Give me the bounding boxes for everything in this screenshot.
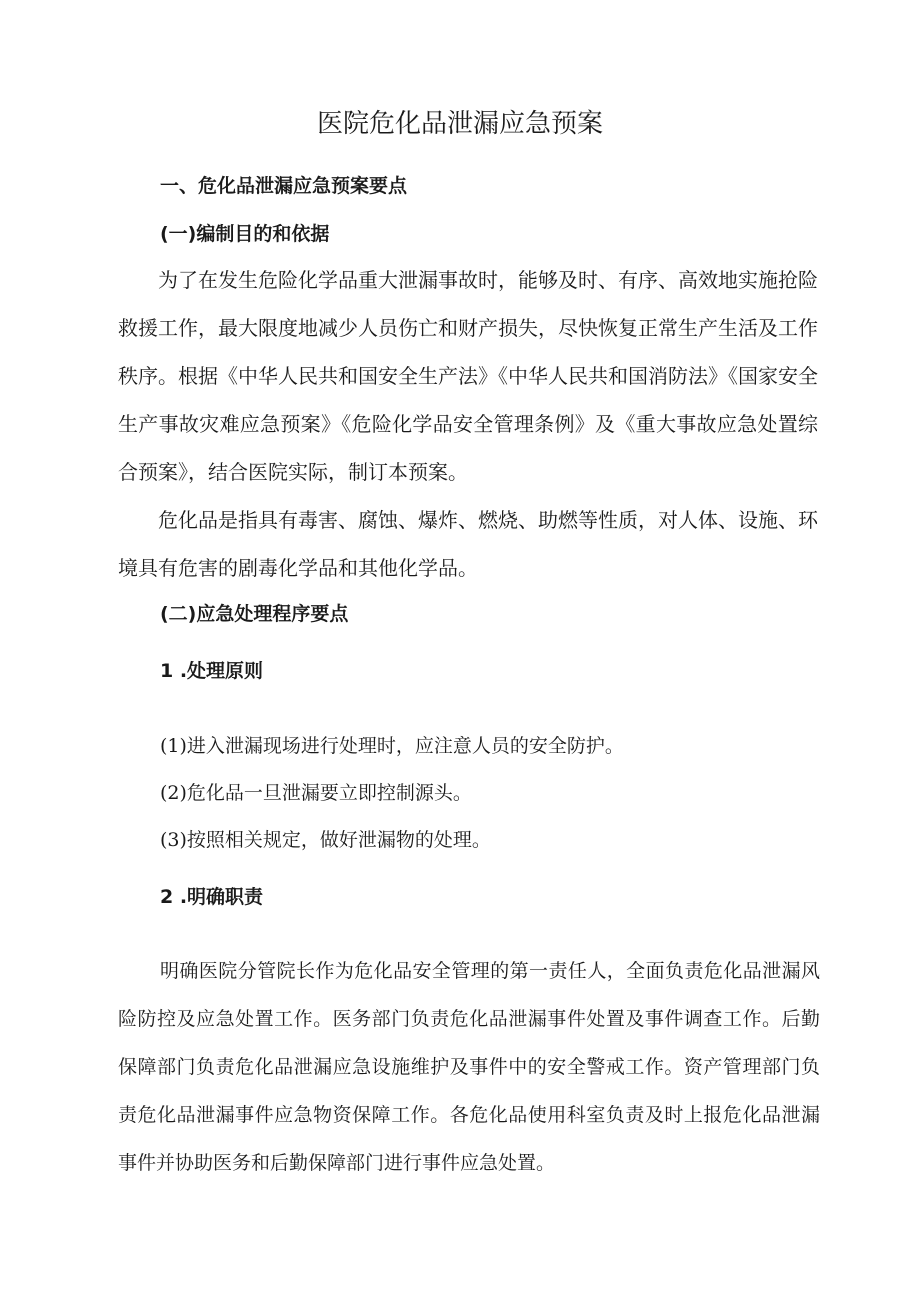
principle-item: (3)按照相关规定，做好泄漏物的处理。 [160,829,491,851]
subsection-heading-1: (一)编制目的和依据 [160,223,330,245]
paragraph-responsibilities: 明确医院分管院长作为危化品安全管理的第一责任人，全面负责危化品泄漏风险防控及应急处置工作。医务部门负责危化品泄漏事件处置及事件调查工作。后勤保障部门负责危化品泄漏应急设施维护及事件中的安全警戒工作。资产管理部门负责危化品泄漏事件应急物资保障工作。各危化品使用科室负责及时上报危化品泄漏事件并协助医务和后勤保障部门进行事件应急处置。 [118,960,820,1174]
principle-item: (2)危化品一旦泄漏要立即控制源头。 [160,782,472,804]
paragraph-purpose: 为了在发生危险化学品重大泄漏事故时，能够及时、有序、高效地实施抢险救援工作，最大限度地减少人员伤亡和财产损失，尽快恢复正常生产生活及工作秩序。根据《中华人民共和国安全生产法》《中华人民共和国消防法》《国家安全生产事故灾难应急预案》《危险化学品安全管理条例》及《重大事故应急处置综合预案》，结合医院实际，制订本预案。 [118,268,818,484]
point-heading-2: 2 .明确职责 [160,886,264,908]
paragraph-definition: 危化品是指具有毒害、腐蚀、爆炸、燃烧、助燃等性质，对人体、设施、环境具有危害的剧毒化学品和其他化学品。 [118,508,818,580]
principle-item: (1)进入泄漏现场进行处理时，应注意人员的安全防护。 [160,735,624,757]
point-heading-1: 1 .处理原则 [160,660,264,682]
document-title: 医院危化品泄漏应急预案 [316,109,603,139]
section-heading-1: 一、危化品泄漏应急预案要点 [160,175,408,197]
subsection-heading-2: (二)应急处理程序要点 [160,603,349,625]
